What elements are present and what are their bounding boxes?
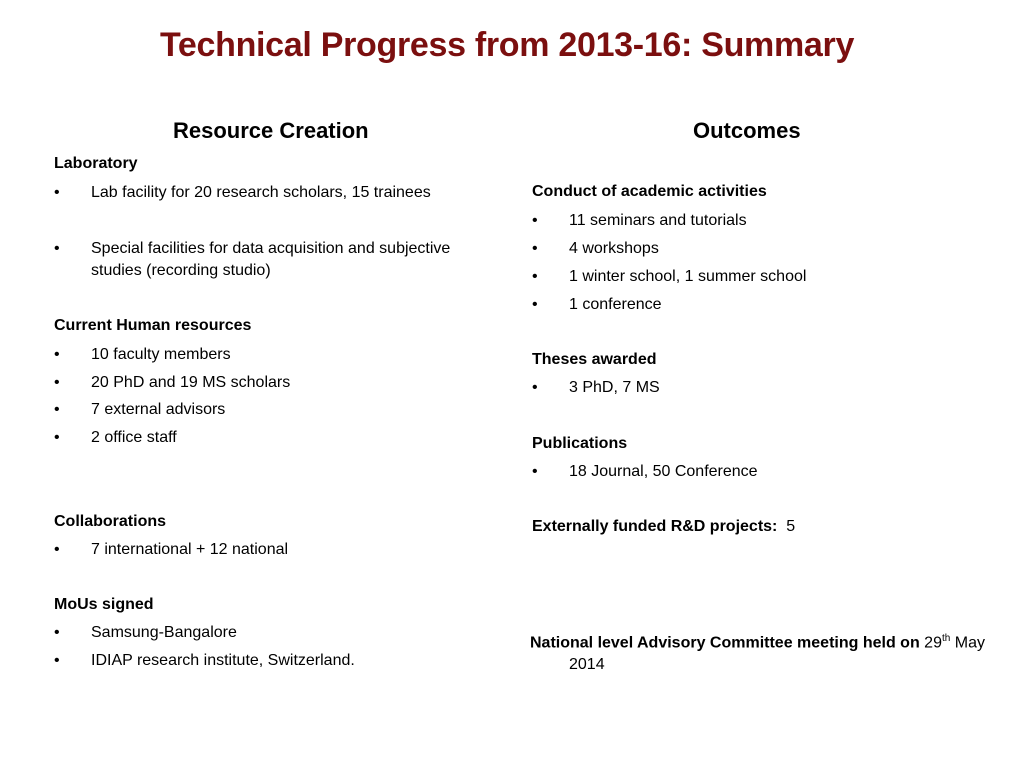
- list-item: • 1 conference: [532, 294, 952, 316]
- list-item: • 7 external advisors: [54, 399, 474, 421]
- advisory-day: 29: [924, 634, 942, 652]
- projects-label: Externally funded R&D projects:: [532, 518, 778, 535]
- human-resources-section: [54, 316, 251, 336]
- human-resources-label: Current Human resources: [54, 317, 252, 334]
- list-item: • IDIAP research institute, Switzerland.: [54, 650, 474, 672]
- list-item: • 11 seminars and tutorials: [532, 210, 952, 232]
- collaborations-section: [54, 512, 166, 532]
- list-item: • Special facilities for data acquisition and subjective studies (recording studio): [54, 240, 451, 279]
- bullet-icon: •: [54, 429, 60, 446]
- bullet-icon: •: [532, 240, 538, 257]
- bullet-icon: •: [54, 624, 60, 641]
- advisory-committee-note: [530, 628, 1009, 676]
- list-item: • 3 PhD, 7 MS: [532, 377, 952, 399]
- mous-label: MoUs signed: [54, 596, 154, 613]
- academic-section: [532, 182, 767, 202]
- outcomes-heading: Outcomes: [693, 118, 801, 143]
- bullet-icon: •: [532, 212, 538, 229]
- academic-label: Conduct of academic activities: [532, 183, 767, 200]
- mous-section: [54, 595, 154, 615]
- laboratory-label: Laboratory: [54, 155, 138, 172]
- list-item: • Lab facility for 20 research scholars, 15 trainees: [54, 182, 474, 204]
- bullet-icon: •: [532, 296, 538, 313]
- bullet-icon: •: [54, 346, 60, 363]
- list-item: • 2 office staff: [54, 427, 474, 449]
- projects-value: 5: [786, 518, 796, 535]
- advisory-day-suffix: th: [941, 633, 951, 644]
- advisory-label: National level Advisory Committee meeting held on: [530, 634, 920, 652]
- publications-label: Publications: [532, 435, 628, 452]
- publications-section: [532, 434, 627, 454]
- list-item: • 7 international + 12 national: [54, 539, 474, 561]
- list-item: • 18 Journal, 50 Conference: [532, 461, 952, 483]
- collaborations-label: Collaborations: [54, 513, 167, 530]
- bullet-icon: •: [532, 379, 538, 396]
- list-item: • 20 PhD and 19 MS scholars: [54, 372, 474, 394]
- bullet-icon: •: [54, 401, 60, 418]
- resource-creation-heading: Resource Creation: [173, 118, 369, 143]
- bullet-icon: •: [532, 268, 538, 285]
- list-item: • Samsung-Bangalore: [54, 622, 474, 644]
- advisory-date-rest: May 2014: [569, 634, 985, 674]
- bullet-icon: •: [54, 240, 60, 257]
- list-item: • 4 workshops: [532, 238, 952, 260]
- laboratory-section: [54, 154, 138, 174]
- bullet-icon: •: [54, 541, 60, 558]
- theses-section: [532, 350, 657, 370]
- theses-label: Theses awarded: [532, 351, 657, 368]
- bullet-icon: •: [54, 184, 60, 201]
- bullet-icon: •: [532, 463, 538, 480]
- list-item: • 1 winter school, 1 summer school: [532, 266, 952, 288]
- list-item: • 10 faculty members: [54, 344, 474, 366]
- bullet-icon: •: [54, 374, 60, 391]
- projects-section: [532, 517, 795, 537]
- bullet-icon: •: [54, 652, 60, 669]
- slide-title: Technical Progress from 2013-16: Summary: [159, 26, 855, 64]
